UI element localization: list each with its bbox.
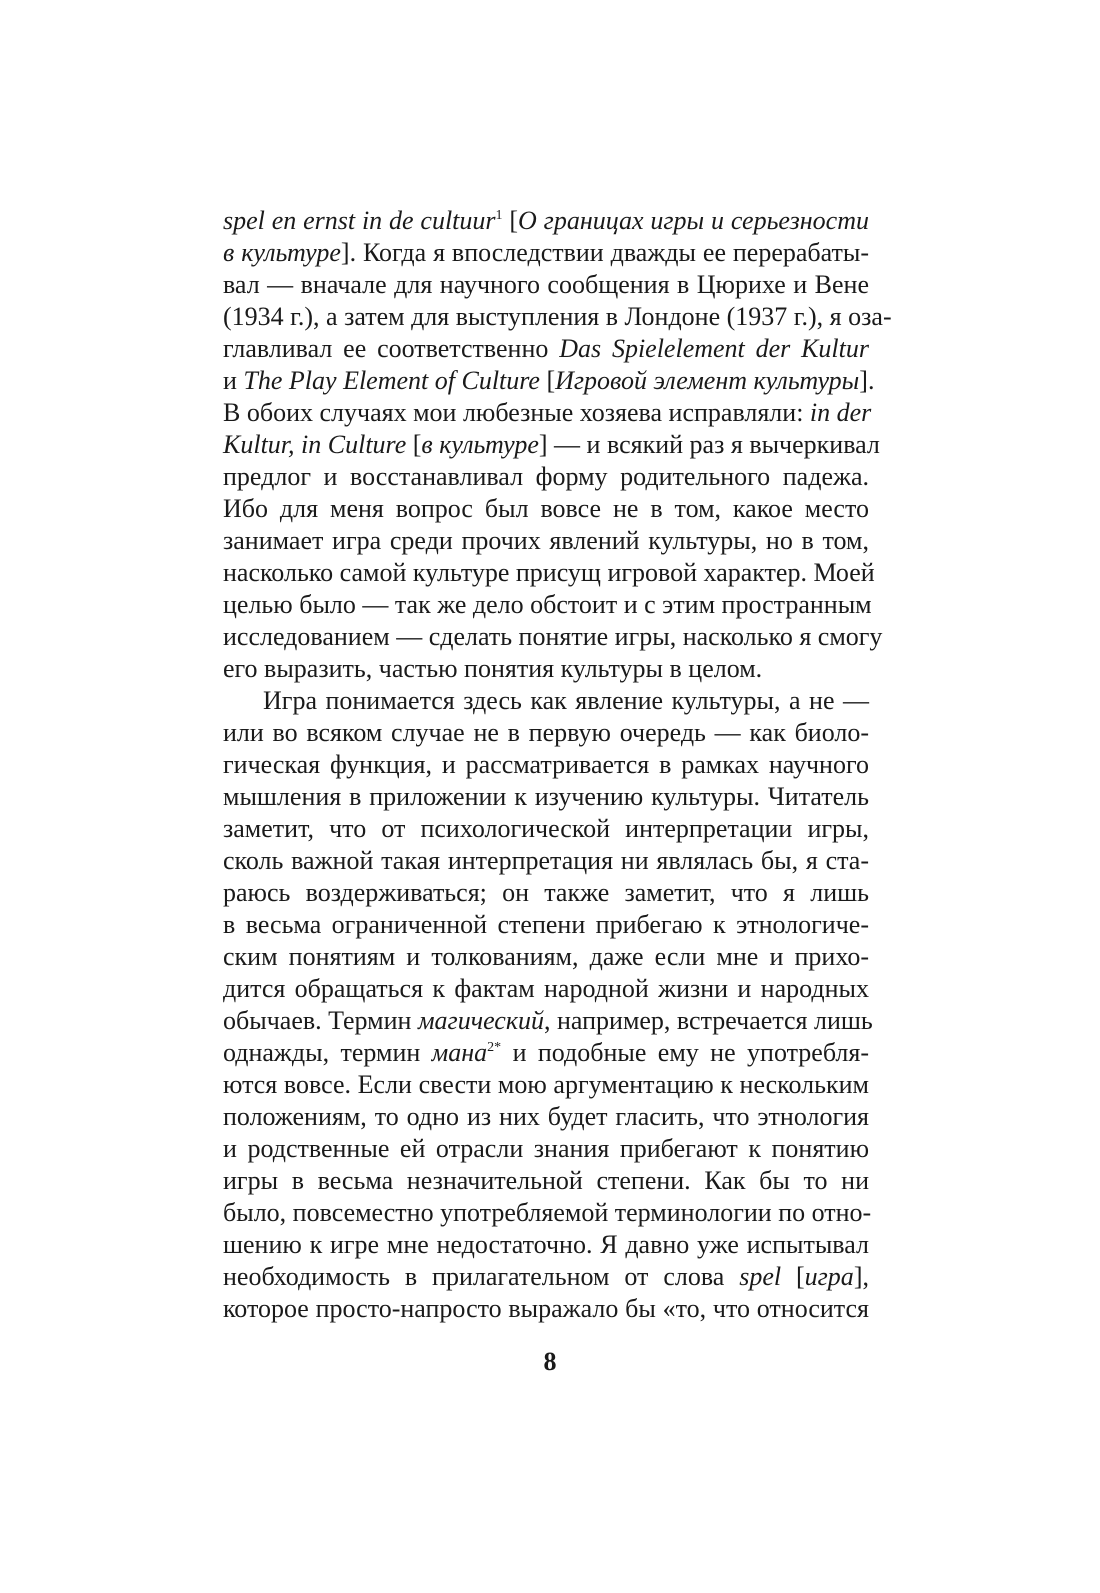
text-segment: , например, встречается лишь (544, 1006, 873, 1035)
text-segment: ]. (859, 366, 875, 395)
text-segment: раюсь воздерживаться; он также заметит, что я лишь (223, 878, 869, 907)
italic-text: мана (431, 1038, 488, 1067)
text-line (223, 717, 869, 749)
text-segment: ] — и всякий раз я вычеркивал (538, 430, 880, 459)
text-line (223, 1293, 869, 1325)
text-segment: и подобные ему не употребля- (501, 1038, 869, 1067)
italic-text: игра (804, 1262, 854, 1291)
text-segment: шению к игре мне недостаточно. Я давно уже испытывал (223, 1230, 869, 1259)
text-line (223, 301, 892, 333)
text-segment: насколько самой культуре присущ игровой характер. Моей (223, 558, 875, 587)
italic-text: в культуре (421, 430, 539, 459)
text-line (223, 1005, 873, 1037)
text-segment: однажды, термин (223, 1038, 432, 1067)
text-segment: целью было — так же дело обстоит и с этим пространным (223, 590, 872, 619)
text-segment: мышления в приложении к изучению культуры. Читатель (223, 782, 869, 811)
text-line (223, 941, 869, 973)
text-segment: в весьма ограниченной степени прибегаю к этнологиче- (223, 910, 869, 939)
text-line (223, 1037, 869, 1069)
text-segment: [ (406, 430, 422, 459)
text-line (223, 973, 869, 1005)
text-segment: Игра понимается здесь как явление культуры, а не — (263, 686, 869, 715)
italic-text: О границах игры и серьезности (518, 206, 869, 235)
text-line (223, 749, 869, 781)
text-line (223, 205, 869, 237)
italic-text: in der (809, 398, 872, 427)
text-segment: ], (853, 1262, 869, 1291)
body-text (223, 205, 892, 1325)
text-line (223, 333, 869, 365)
italic-text: Игровой элемент культуры (555, 366, 860, 395)
text-segment: было, повсеместно употребляемой терминологии по отно- (223, 1198, 872, 1227)
text-segment: вал — вначале для научного сообщения в Цюрихе и Вене (223, 270, 869, 299)
text-segment: В обоих случаях мои любезные хозяева исправляли: (223, 398, 810, 427)
text-segment: его выразить, частью понятия культуры в целом. (223, 654, 763, 683)
text-line (223, 1261, 869, 1293)
text-segment: Ибо для меня вопрос был вовсе не в том, какое место (223, 494, 869, 523)
text-segment: главливал ее соответственно (223, 334, 560, 363)
text-segment: и родственные ей отрасли знания прибегают к понятию (223, 1134, 869, 1163)
italic-text: Kultur, in Culture (223, 430, 407, 459)
text-segment: положениям, то одно из них будет гласить, что этнология (223, 1102, 869, 1131)
text-segment: исследованием — сделать понятие игры, насколько я смогу (223, 622, 883, 651)
text-line (223, 1069, 869, 1101)
text-line (223, 1229, 869, 1261)
text-line (223, 365, 875, 397)
text-line (223, 461, 869, 493)
text-line (223, 877, 869, 909)
text-segment: или во всяком случае не в первую очередь — как биоло- (223, 718, 869, 747)
text-segment: игры в весьма незначительной степени. Как бы то ни (223, 1166, 869, 1195)
italic-text: spel (739, 1262, 782, 1291)
text-segment: которое просто-напросто выражало бы «то, что относится (223, 1294, 869, 1323)
text-line (223, 909, 869, 941)
text-segment: ]. Когда я впоследствии дважды ее перерабаты- (340, 238, 870, 267)
text-line (223, 813, 869, 845)
italic-text: The Play Element of Culture (243, 366, 540, 395)
text-line (223, 1197, 872, 1229)
text-segment: гическая функция, и рассматривается в рамках научного (223, 750, 869, 779)
text-segment: заметит, что от психологической интерпретации игры, (223, 814, 869, 843)
text-line (223, 589, 872, 621)
text-line (223, 557, 875, 589)
text-segment: сколь важной такая интерпретация ни являлась бы, я ста- (223, 846, 869, 875)
text-line (223, 493, 869, 525)
text-line (223, 621, 883, 653)
italic-text: магический (417, 1006, 544, 1035)
footnote-marker: 2* (487, 1040, 502, 1055)
text-segment: предлог и восстанавливал форму родительного падежа. (223, 462, 869, 491)
text-segment: (1934 г.), а затем для выступления в Лондоне (1937 г.), я оза- (223, 302, 892, 331)
text-line (223, 397, 872, 429)
text-segment: [ (502, 206, 519, 235)
text-line (223, 1165, 869, 1197)
text-line (223, 237, 869, 269)
text-segment: необходимость в прилагательном от слова (223, 1262, 740, 1291)
text-line (223, 1133, 869, 1165)
text-line (223, 845, 869, 877)
italic-text: в культуре (223, 238, 341, 267)
text-segment: занимает игра среди прочих явлений культуры, но в том, (223, 526, 869, 555)
text-line (223, 1101, 869, 1133)
text-segment: [ (539, 366, 556, 395)
text-segment: [ (781, 1262, 805, 1291)
text-line (223, 525, 869, 557)
text-segment: ются вовсе. Если свести мою аргументацию к нескольким (223, 1070, 869, 1099)
text-segment: обычаев. Термин (223, 1006, 418, 1035)
text-segment: дится обращаться к фактам народной жизни и народных (223, 974, 869, 1003)
text-line (223, 429, 880, 461)
text-segment: ским понятиям и толкованиям, даже если мне и прихо- (223, 942, 869, 971)
footnote-marker: 1 (495, 208, 503, 223)
italic-text: spel en ernst in de cultuur (223, 206, 496, 235)
text-segment: и (223, 366, 244, 395)
text-line (223, 269, 869, 301)
text-line (223, 653, 869, 685)
text-line (223, 685, 869, 717)
page-number: 8 (543, 1347, 557, 1376)
italic-text: Das Spielelement der Kultur (559, 334, 869, 363)
text-line (223, 781, 869, 813)
